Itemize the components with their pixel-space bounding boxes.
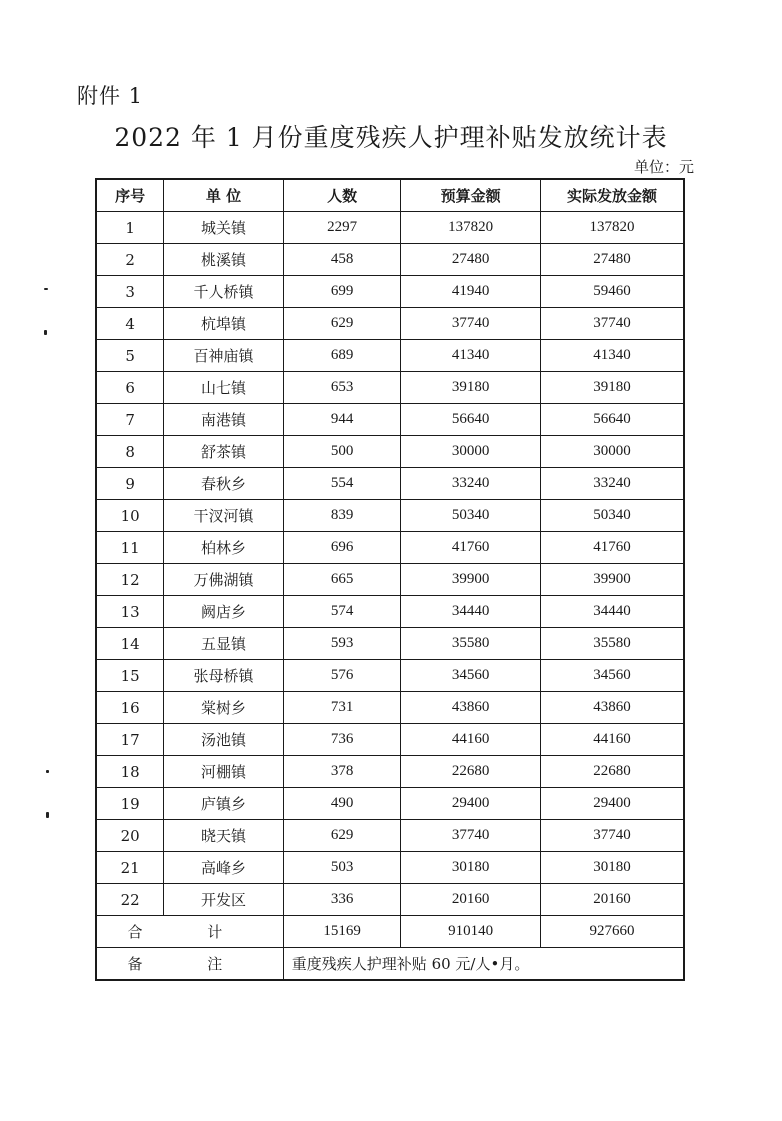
table-row — [96, 308, 684, 340]
row-unit: 杭埠镇 — [164, 308, 284, 340]
total-budget: 910140 — [401, 916, 541, 948]
row-index: 22 — [96, 884, 164, 916]
row-unit: 南港镇 — [164, 404, 284, 436]
row-people: 574 — [283, 596, 401, 628]
row-index: 1 — [96, 212, 164, 244]
row-unit: 五显镇 — [164, 628, 284, 660]
row-people: 500 — [283, 436, 401, 468]
row-unit: 棠树乡 — [164, 692, 284, 724]
table-row — [96, 500, 684, 532]
row-people: 839 — [283, 500, 401, 532]
row-index: 11 — [96, 532, 164, 564]
table-row — [96, 596, 684, 628]
row-actual: 39900 — [540, 564, 684, 596]
total-label: 合 计 — [96, 916, 283, 948]
row-actual: 34440 — [540, 596, 684, 628]
row-budget: 39180 — [401, 372, 541, 404]
row-actual: 43860 — [540, 692, 684, 724]
row-index: 6 — [96, 372, 164, 404]
row-budget: 41340 — [401, 340, 541, 372]
table-row — [96, 660, 684, 692]
row-actual: 37740 — [540, 308, 684, 340]
row-index: 19 — [96, 788, 164, 820]
subsidy-table — [95, 178, 685, 981]
scan-mark — [44, 330, 47, 335]
table-row — [96, 692, 684, 724]
scan-mark — [44, 288, 48, 290]
table-row — [96, 212, 684, 244]
row-unit: 庐镇乡 — [164, 788, 284, 820]
row-index: 13 — [96, 596, 164, 628]
row-people: 554 — [283, 468, 401, 500]
attachment-label: 附件 1 — [77, 84, 144, 108]
row-actual: 33240 — [540, 468, 684, 500]
row-budget: 50340 — [401, 500, 541, 532]
table-row — [96, 564, 684, 596]
note-row — [96, 948, 684, 981]
table-body — [96, 212, 684, 916]
row-budget: 137820 — [401, 212, 541, 244]
row-unit: 干汊河镇 — [164, 500, 284, 532]
row-actual: 56640 — [540, 404, 684, 436]
total-row — [96, 916, 684, 948]
header-index: 序号 — [96, 179, 164, 212]
row-unit: 张母桥镇 — [164, 660, 284, 692]
row-unit: 阙店乡 — [164, 596, 284, 628]
row-people: 593 — [283, 628, 401, 660]
row-index: 8 — [96, 436, 164, 468]
row-index: 20 — [96, 820, 164, 852]
row-budget: 30180 — [401, 852, 541, 884]
scan-mark — [46, 812, 49, 818]
row-index: 4 — [96, 308, 164, 340]
row-index: 2 — [96, 244, 164, 276]
row-people: 629 — [283, 820, 401, 852]
total-actual: 927660 — [540, 916, 684, 948]
row-actual: 137820 — [540, 212, 684, 244]
table-row — [96, 756, 684, 788]
row-people: 653 — [283, 372, 401, 404]
row-budget: 41760 — [401, 532, 541, 564]
row-index: 5 — [96, 340, 164, 372]
total-people: 15169 — [283, 916, 401, 948]
row-actual: 37740 — [540, 820, 684, 852]
document-title: 2022 年 1 月份重度残疾人护理补贴发放统计表 — [114, 123, 668, 152]
table-row — [96, 436, 684, 468]
table-row — [96, 628, 684, 660]
row-budget: 35580 — [401, 628, 541, 660]
row-actual: 44160 — [540, 724, 684, 756]
row-unit: 百神庙镇 — [164, 340, 284, 372]
row-actual: 41760 — [540, 532, 684, 564]
header-actual: 实际发放金额 — [540, 179, 684, 212]
unit-label: 单位：元 — [633, 158, 694, 176]
row-unit: 山七镇 — [164, 372, 284, 404]
table-row — [96, 532, 684, 564]
table-row — [96, 468, 684, 500]
row-index: 18 — [96, 756, 164, 788]
row-index: 7 — [96, 404, 164, 436]
row-unit: 汤池镇 — [164, 724, 284, 756]
row-unit: 开发区 — [164, 884, 284, 916]
row-people: 699 — [283, 276, 401, 308]
row-actual: 22680 — [540, 756, 684, 788]
row-actual: 59460 — [540, 276, 684, 308]
row-unit: 柏林乡 — [164, 532, 284, 564]
row-people: 689 — [283, 340, 401, 372]
row-people: 503 — [283, 852, 401, 884]
row-budget: 37740 — [401, 820, 541, 852]
row-index: 21 — [96, 852, 164, 884]
row-people: 490 — [283, 788, 401, 820]
row-people: 378 — [283, 756, 401, 788]
row-unit: 桃溪镇 — [164, 244, 284, 276]
table-row — [96, 404, 684, 436]
row-unit: 万佛湖镇 — [164, 564, 284, 596]
row-budget: 39900 — [401, 564, 541, 596]
row-unit: 城关镇 — [164, 212, 284, 244]
row-people: 665 — [283, 564, 401, 596]
table-row — [96, 788, 684, 820]
header-people: 人数 — [283, 179, 401, 212]
row-people: 2297 — [283, 212, 401, 244]
row-index: 3 — [96, 276, 164, 308]
row-index: 9 — [96, 468, 164, 500]
row-actual: 20160 — [540, 884, 684, 916]
row-budget: 22680 — [401, 756, 541, 788]
row-budget: 27480 — [401, 244, 541, 276]
row-budget: 44160 — [401, 724, 541, 756]
table-row — [96, 724, 684, 756]
row-budget: 34440 — [401, 596, 541, 628]
note-label: 备 注 — [96, 948, 283, 981]
row-actual: 29400 — [540, 788, 684, 820]
row-unit: 晓天镇 — [164, 820, 284, 852]
table-row — [96, 372, 684, 404]
row-actual: 50340 — [540, 500, 684, 532]
scan-mark — [46, 770, 49, 773]
row-unit: 千人桥镇 — [164, 276, 284, 308]
row-unit: 舒茶镇 — [164, 436, 284, 468]
row-unit: 河棚镇 — [164, 756, 284, 788]
row-budget: 56640 — [401, 404, 541, 436]
row-people: 336 — [283, 884, 401, 916]
row-budget: 30000 — [401, 436, 541, 468]
row-actual: 30180 — [540, 852, 684, 884]
row-index: 15 — [96, 660, 164, 692]
row-unit: 高峰乡 — [164, 852, 284, 884]
note-text: 重度残疾人护理补贴 60 元/人•月。 — [283, 948, 684, 981]
row-actual: 41340 — [540, 340, 684, 372]
row-budget: 43860 — [401, 692, 541, 724]
row-actual: 34560 — [540, 660, 684, 692]
row-budget: 33240 — [401, 468, 541, 500]
row-actual: 39180 — [540, 372, 684, 404]
row-budget: 34560 — [401, 660, 541, 692]
table-header-row — [96, 179, 684, 212]
row-budget: 20160 — [401, 884, 541, 916]
row-actual: 27480 — [540, 244, 684, 276]
row-index: 17 — [96, 724, 164, 756]
row-index: 16 — [96, 692, 164, 724]
table-row — [96, 884, 684, 916]
row-people: 731 — [283, 692, 401, 724]
row-index: 12 — [96, 564, 164, 596]
row-people: 736 — [283, 724, 401, 756]
row-people: 944 — [283, 404, 401, 436]
table-row — [96, 340, 684, 372]
row-people: 629 — [283, 308, 401, 340]
header-budget: 预算金额 — [401, 179, 541, 212]
row-people: 458 — [283, 244, 401, 276]
row-actual: 35580 — [540, 628, 684, 660]
row-budget: 41940 — [401, 276, 541, 308]
table-row — [96, 276, 684, 308]
row-unit: 春秋乡 — [164, 468, 284, 500]
row-budget: 29400 — [401, 788, 541, 820]
table-row — [96, 244, 684, 276]
row-index: 10 — [96, 500, 164, 532]
header-unit: 单 位 — [164, 179, 284, 212]
row-index: 14 — [96, 628, 164, 660]
table-row — [96, 852, 684, 884]
row-people: 576 — [283, 660, 401, 692]
row-people: 696 — [283, 532, 401, 564]
table-row — [96, 820, 684, 852]
row-budget: 37740 — [401, 308, 541, 340]
row-actual: 30000 — [540, 436, 684, 468]
